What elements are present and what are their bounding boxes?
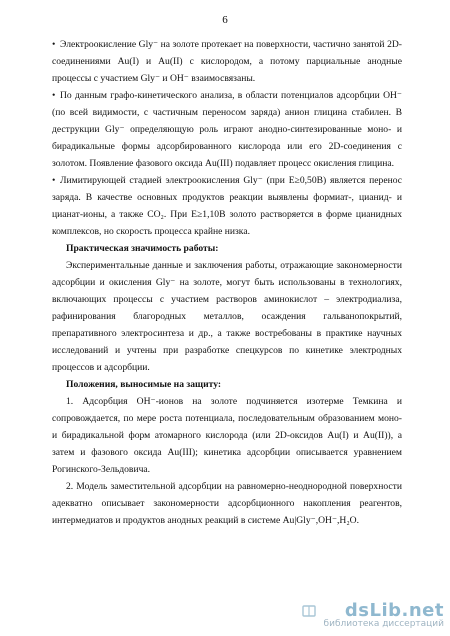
bullet-text: Электроокисление Gly⁻ на золоте протекает на поверхности, частично занятой 2D-соединениями Au(I) и Au(II) с кислородом, а потому парциальные анодные процессы с участием Gly⁻ и OH⁻ взаимосвязаны. <box>52 39 402 84</box>
book-icon <box>302 604 316 618</box>
watermark-subtitle: библиотека диссертаций <box>323 619 444 629</box>
bullet-paragraph-1 <box>52 36 402 87</box>
bullet-marker: • <box>52 175 56 186</box>
practical-significance-text: Экспериментальные данные и заключения работы, отражающие закономерности адсорбции и окисления Gly⁻ на золоте, могут быть использованы в технологиях, включающих процессы с участием растворов аминокислот – электродиализа, рафинирования благородных металлов, осаждения гальванопокрытий, препаративного электросинтеза и др., а также востребованы в практике научных исследований и учтены при разработке спецкурсов по кинетике электродных процессов и адсорбции. <box>52 260 402 373</box>
bullet-paragraph-3 <box>52 172 402 240</box>
defense-theses-heading: Положения, выносимые на защиту: <box>66 379 222 390</box>
bullet-marker: • <box>52 39 56 50</box>
watermark-logo: dsLib.net <box>344 600 444 621</box>
defense-thesis-1: 1. Адсорбция OH⁻-ионов на золоте подчиняется изотерме Темкина и сопровождается, по мере роста потенциала, последовательным образованием моно- и бирадикальной форм атомарного кислорода (или 2D-оксидов Au(I) и Au(II)), а затем и фазового оксида Au(III); кинетика адсорбции описывается уравнением Рогинского-Зельдовича. <box>52 396 402 475</box>
practical-significance-heading: Практическая значимость работы: <box>66 243 219 254</box>
document-body <box>52 36 402 529</box>
bullet-text: По данным графо-кинетического анализа, в области потенциалов адсорбции OH⁻ (по всей видимости, с частичным переносом заряда) анион глицина стабилен. В деструкции Gly⁻ определяющую роль играют анодно-синтезированные моно- и бирадикальные формы адсорбированного кислорода или его 2D-соединения с золотом. Появление фазового оксида Au(III) подавляет процесс окисления глицина. <box>52 90 402 169</box>
defense-thesis-2: 2. Модель заместительной адсорбции на равномерно-неоднородной поверхности адекватно описывает закономерности адсорбционного накопления реагентов, интермедиатов и продуктов анодных реакций в системе Au|Gly⁻,OH⁻,H₂O. <box>52 481 402 526</box>
bullet-text: Лимитирующей стадией электроокисления Gly⁻ (при E≥0,50В) является перенос заряда. В качестве основных продуктов реакции выявлены формиат-, цианид- и цианат-ионы, а также CO₂. При E≥1,10В золото растворяется в форме цианидных комплексов, но скорость процесса крайне низка. <box>52 175 402 237</box>
bullet-paragraph-2 <box>52 87 402 172</box>
page-number: 6 <box>222 14 228 26</box>
dslib-watermark <box>302 600 444 630</box>
bullet-marker: • <box>52 90 56 101</box>
